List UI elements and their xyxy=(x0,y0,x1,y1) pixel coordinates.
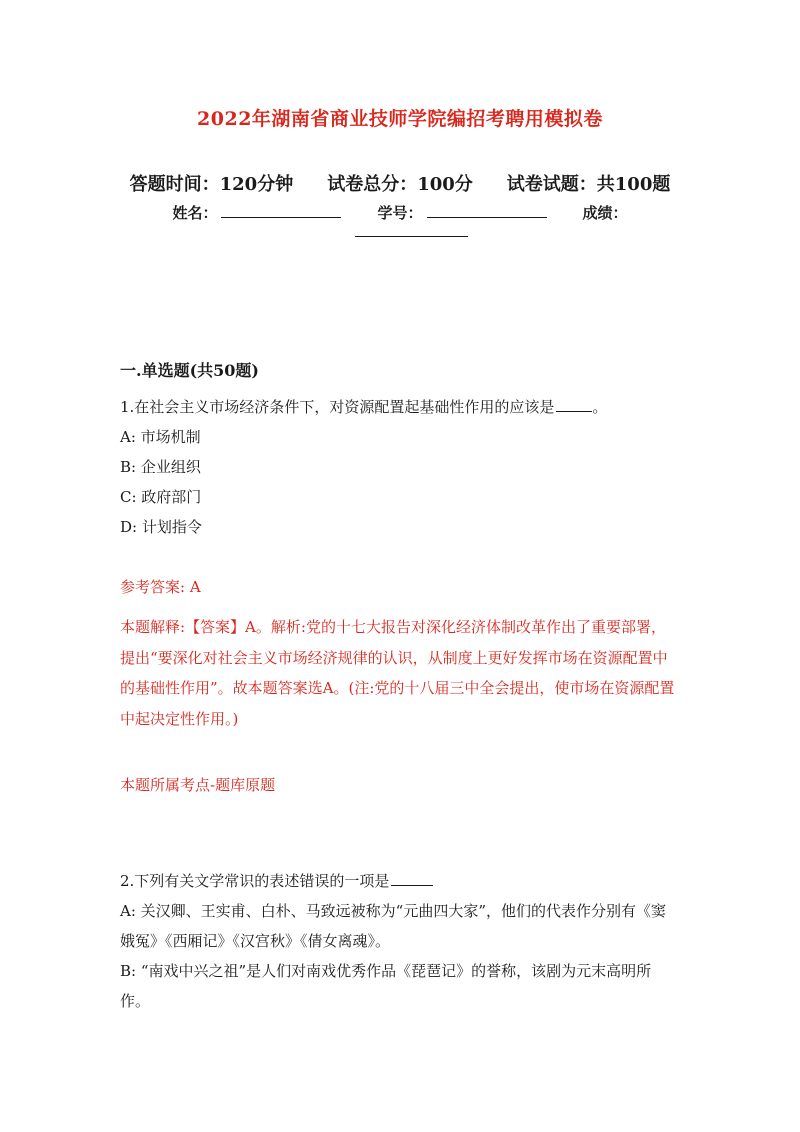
question-1-explanation: 本题解释:【答案】A。解析:党的十七大报告对深化经济体制改革作出了重要部署，提出“要深化对社会主义市场经济规律的认识，从制度上更好发挥市场在资源配置中的基础性作用”。故本题答案选A。(注:党的十八届三中全会提出，使市场在资源配置中起决定性作用。) xyxy=(120,618,675,728)
question-1-option-d: D: 计划指令 xyxy=(120,518,202,536)
exam-meta xyxy=(0,170,800,196)
question-2-option-a: A: 关汉卿、王实甫、白朴、马致远被称为“元曲四大家”，他们的代表作分别有《窦娥冤》《西厢记》《汉宫秋》《倩女离魂》。 xyxy=(120,902,666,950)
score-field xyxy=(583,202,628,223)
exam-total-score: 试卷总分：100分 xyxy=(327,174,473,195)
question-1-stem: 1.在社会主义市场经济条件下，对资源配置起基础性作用的应该是 。 xyxy=(120,398,608,416)
id-blank xyxy=(427,203,547,218)
score-label: 成绩： xyxy=(582,204,628,222)
name-blank xyxy=(221,203,341,218)
question-1-answer: 参考答案: A xyxy=(120,578,201,596)
score-blank xyxy=(355,222,468,237)
section-heading: 一.单选题(共50题) xyxy=(120,361,259,380)
id-label: 学号： xyxy=(377,204,423,222)
exam-title: 2022年湖南省商业技师学院编招考聘用模拟卷 xyxy=(197,108,603,130)
exam-time: 答题时间：120分钟 xyxy=(129,174,294,195)
spacer xyxy=(120,542,680,572)
name-label: 姓名： xyxy=(172,204,218,222)
question-1-topic: 本题所属考点-题库原题 xyxy=(120,776,276,794)
question-1-option-a: A: 市场机制 xyxy=(120,428,201,446)
question-2 xyxy=(120,866,680,1016)
question-2-stem: 2.下列有关文学常识的表述错误的一项是 xyxy=(120,866,680,896)
id-field xyxy=(377,202,546,223)
question-2-option-b: B: “南戏中兴之祖”是人们对南戏优秀作品《琵琶记》的誉称，该剧为元末高明所作。 xyxy=(120,962,652,1010)
question-1 xyxy=(120,392,680,602)
name-field xyxy=(172,202,341,223)
question-1-blank xyxy=(556,399,592,412)
question-1-option-b: B: 企业组织 xyxy=(120,458,201,476)
exam-question-count: 试卷试题：共100题 xyxy=(506,174,671,195)
student-fields xyxy=(0,202,800,223)
question-1-option-c: C: 政府部门 xyxy=(120,488,202,506)
question-2-blank xyxy=(391,873,433,886)
